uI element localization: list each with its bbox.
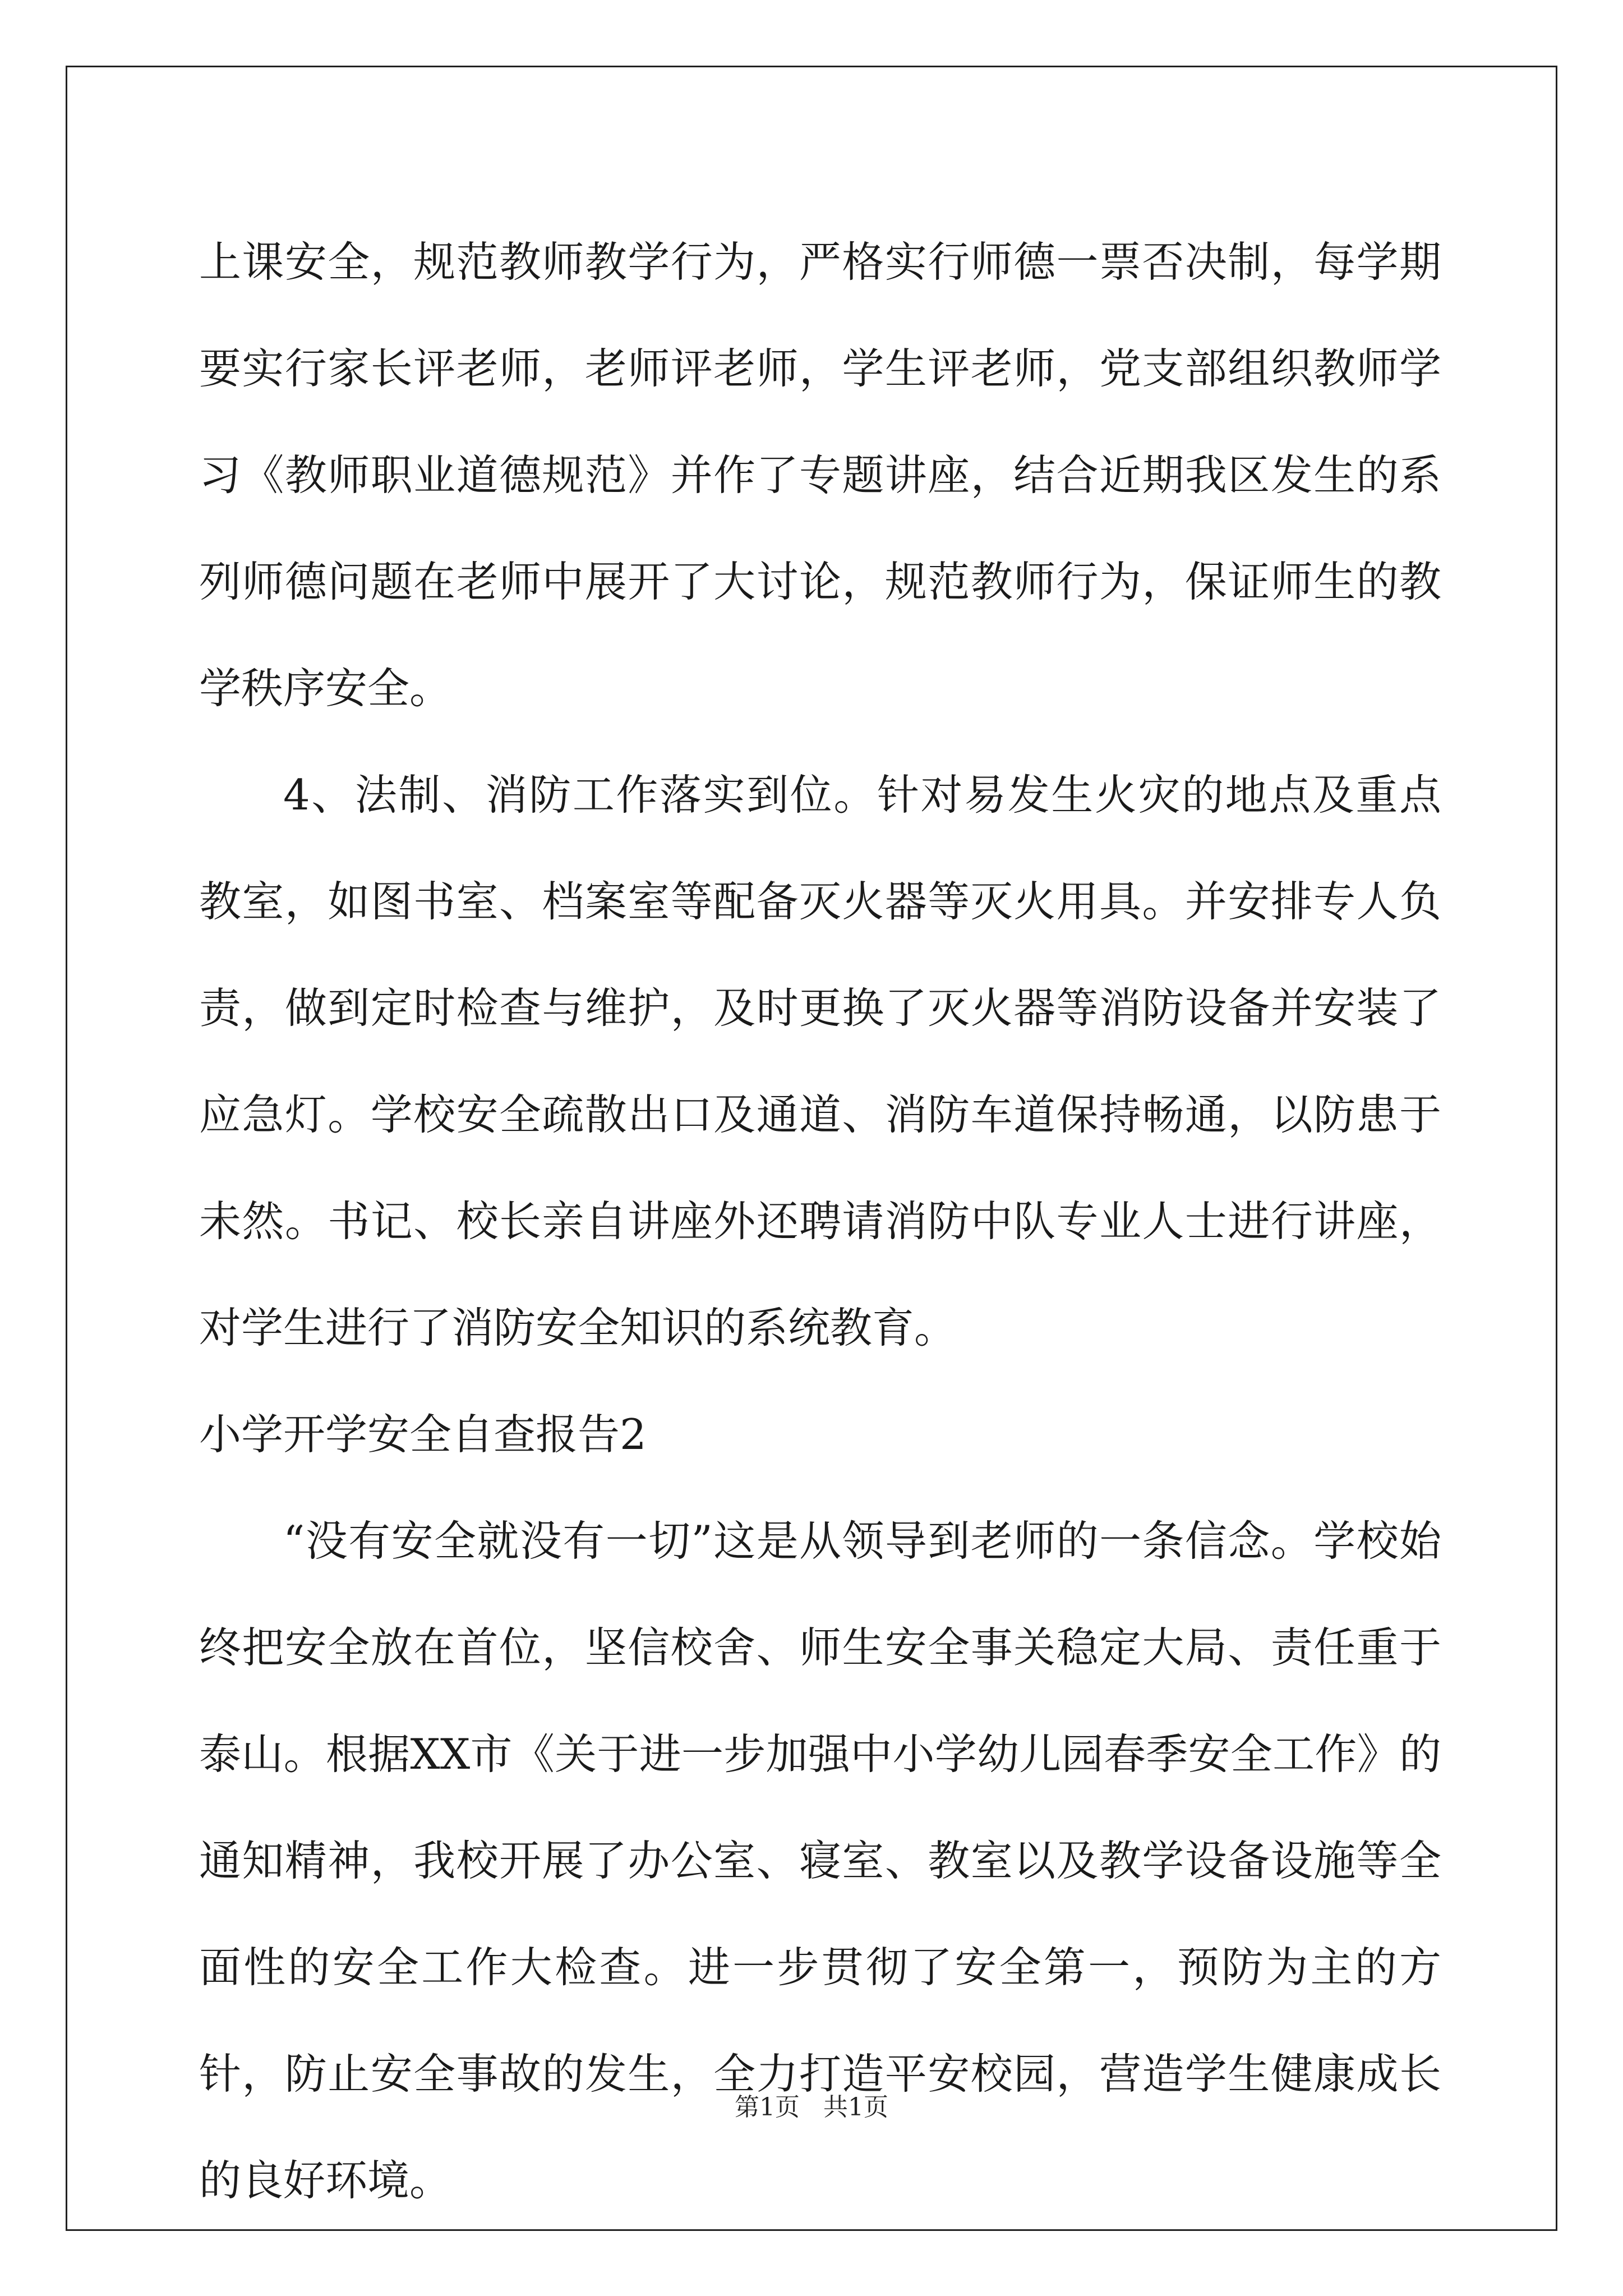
paragraph-fire-safety: 4、法制、消防工作落实到位。针对易发生火灾的地点及重点教室，如图书室、档案室等配备灭火器等灭火用具。并安排专人负责，做到定时检查与维护，及时更换了灭火器等消防设备并安装了应急灯。学校安全疏散出口及通道、消防车道保持畅通，以防患于未然。书记、校长亲自讲座外还聘请消防中队专业人士进行讲座，对学生进行了消防安全知识的系统教育。 [199, 770, 1441, 1352]
paragraph-teacher-conduct: 上课安全，规范教师教学行为，严格实行师德一票否决制，每学期要实行家长评老师，老师评老师，学生评老师，党支部组织教师学习《教师职业道德规范》并作了专题讲座，结合近期我区发生的系列师德问题在老师中展开了大讨论，规范教师行为，保证师生的教学秩序安全。 [199, 237, 1441, 713]
paragraph-safety-inspection: “没有安全就没有一切”这是从领导到老师的一条信念。学校始终把安全放在首位，坚信校舍、师生安全事关稳定大局、责任重于泰山。根据XX市《关于进一步加强中小学幼儿园春季安全工作》的通知精神，我校开展了办公室、寝室、教室以及教学设备设施等全面性的安全工作大检查。进一步贯彻了安全第一，预防为主的方针，防止安全事故的发生，全力打造平安校园，营造学生健康成长的良好环境。 [199, 1516, 1441, 2205]
document-body [199, 209, 1441, 2234]
page-footer: 第1页 共1页 [735, 2093, 888, 2122]
section-heading: 小学开学安全自查报告2 [199, 1410, 647, 1459]
